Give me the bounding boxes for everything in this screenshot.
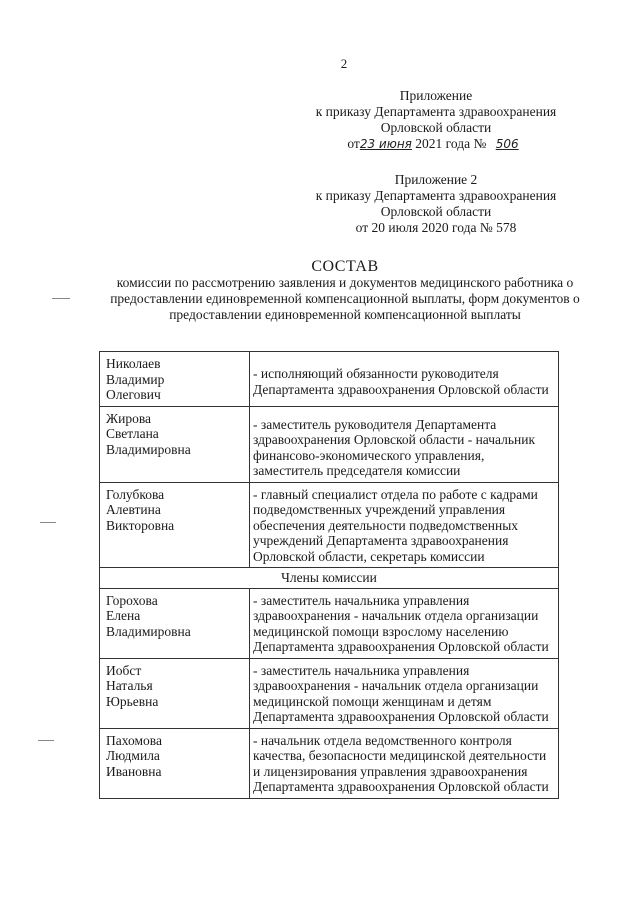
table-row (100, 588, 559, 658)
member-role: - исполняющий обязанности руководителя Департамента здравоохранения Орловской области (250, 352, 559, 407)
surname: Иобст (106, 662, 142, 678)
appendix-previous-date: от 20 июля 2020 года № 578 (355, 220, 517, 235)
member-name (100, 728, 250, 798)
appendix-previous-order: к приказу Департамента здравоохранения (315, 188, 557, 203)
first-name: Алевтина (106, 502, 161, 517)
patronymic: Ивановна (106, 763, 162, 779)
member-role: - заместитель начальника управления здравоохранения - начальник отдела организации медицинской помощи взрослому населению Департамента здравоохранения Орловской области (250, 588, 559, 658)
appendix-current-date-line (296, 136, 576, 152)
first-name: Владимир (106, 371, 165, 387)
section-row (100, 568, 559, 589)
scan-mark (40, 522, 56, 523)
patronymic: Олегович (106, 387, 161, 402)
member-role: - заместитель руководителя Департамента здравоохранения Орловской области - начальник финансово-экономического управления, заместитель председателя комиссии (250, 406, 559, 482)
table-row (100, 406, 559, 482)
first-name: Людмила (106, 748, 160, 763)
table-row (100, 728, 559, 798)
member-name (100, 482, 250, 568)
document-subtitle: комиссии по рассмотрению заявления и документов медицинского работника о предоставлении единовременной компенсационной выплаты, форм документов о предоставлении единовременной компенсационной выплаты (110, 275, 580, 322)
appendix-current-title: Приложение (399, 88, 473, 103)
appendix-previous (296, 172, 576, 236)
surname: Горохова (106, 592, 158, 608)
first-name: Елена (106, 608, 141, 623)
appendix-current (296, 88, 576, 152)
scan-mark (38, 740, 54, 741)
appendix-current-region: Орловской области (380, 120, 492, 135)
appendix-previous-title: Приложение 2 (394, 172, 478, 187)
date-prefix: от (347, 136, 360, 151)
surname: Жирова (106, 410, 152, 426)
date-year: 2021 года № (411, 136, 490, 151)
handwritten-date: 23 июня (359, 137, 412, 151)
surname: Николаев (106, 356, 161, 371)
table-row (100, 352, 559, 407)
members-section-heading: Члены комиссии (100, 568, 559, 589)
member-name (100, 352, 250, 407)
member-name (100, 588, 250, 658)
patronymic: Викторовна (106, 517, 175, 533)
patronymic: Владимировна (106, 623, 191, 639)
scan-mark (52, 298, 70, 299)
surname: Пахомова (106, 732, 162, 748)
table-row (100, 658, 559, 728)
surname: Голубкова (106, 486, 165, 502)
member-role: - главный специалист отдела по работе с кадрами подведомственных учреждений управления обеспечения деятельности подведомственных учреждений Департамента здравоохранения Орловской области, секретарь комиссии (250, 482, 559, 568)
first-name: Светлана (106, 426, 159, 441)
patronymic: Юрьевна (106, 693, 159, 709)
document-title: СОСТАВ (311, 258, 379, 275)
member-role: - заместитель начальника управления здравоохранения - начальник отдела организации медицинской помощи женщинам и детям Департамента здравоохранения Орловской области (250, 658, 559, 728)
first-name: Наталья (106, 678, 153, 693)
appendix-previous-region: Орловской области (380, 204, 492, 219)
patronymic: Владимировна (106, 441, 191, 457)
member-name (100, 658, 250, 728)
member-role: - начальник отдела ведомственного контроля качества, безопасности медицинской деятельности и лицензирования управления здравоохранения Департамента здравоохранения Орловской области (250, 728, 559, 798)
page-number: 2 (340, 56, 348, 71)
commission-table (99, 351, 559, 799)
handwritten-order-number: 506 (495, 137, 519, 151)
table-row (100, 482, 559, 568)
appendix-current-order: к приказу Департамента здравоохранения (315, 104, 557, 119)
member-name (100, 406, 250, 482)
